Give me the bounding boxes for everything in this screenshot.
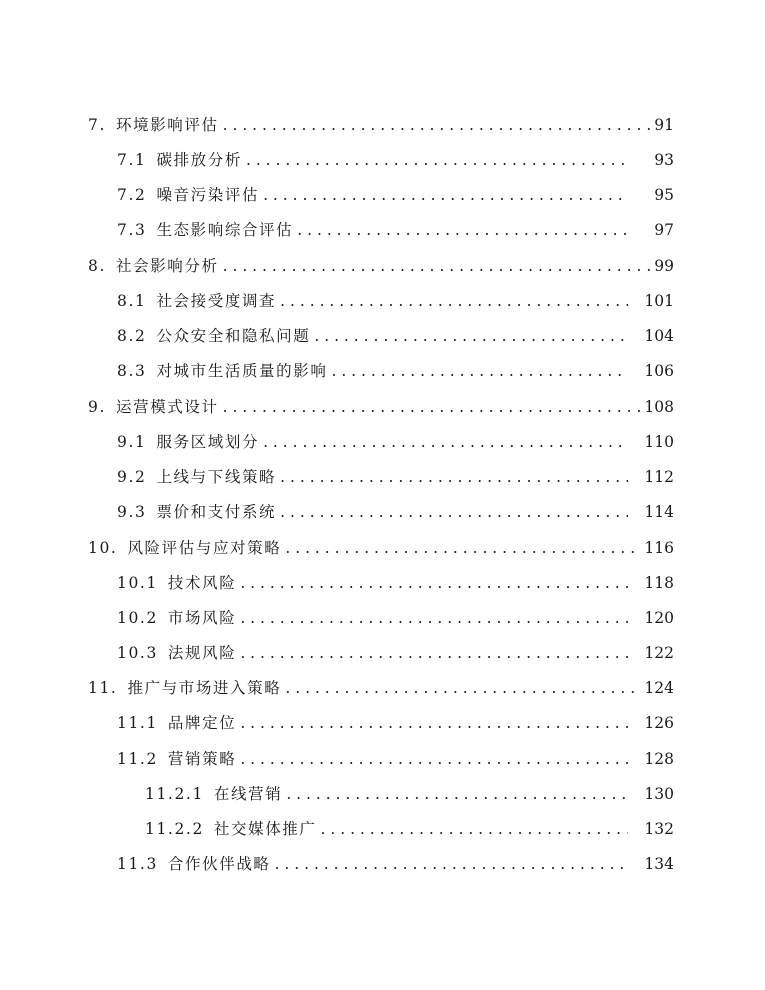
toc-entry[interactable]	[117, 183, 674, 207]
toc-page-number: 118	[644, 574, 674, 592]
toc-entry[interactable]	[88, 676, 674, 700]
toc-number: 8.1	[117, 292, 147, 310]
toc-title: 对城市生活质量的影响	[156, 362, 328, 380]
toc-number: 11.3	[117, 855, 158, 873]
toc-title: 公众安全和隐私问题	[156, 327, 311, 345]
toc-title: 社交媒体推广	[213, 820, 317, 838]
toc-title: 碳排放分析	[156, 151, 242, 169]
dot-leader	[263, 433, 628, 451]
toc-page-number: 128	[644, 750, 674, 768]
toc-number: 8.2	[117, 327, 147, 345]
toc-page-number: 126	[644, 714, 674, 732]
dot-leader	[240, 644, 628, 662]
toc-entry[interactable]	[88, 113, 674, 137]
dot-leader	[275, 855, 628, 873]
toc-number: 11.2.1	[145, 785, 204, 803]
toc-entry[interactable]	[145, 817, 674, 841]
toc-number: 11.1	[117, 714, 158, 732]
toc-title: 社会影响分析	[116, 257, 219, 275]
toc-page-number: 108	[644, 398, 674, 416]
toc-number: 9.1	[117, 433, 147, 451]
toc-entry[interactable]	[117, 747, 674, 771]
toc-title: 品牌定位	[167, 714, 237, 732]
toc-number: 9.	[88, 398, 106, 416]
toc-page-number: 99	[654, 257, 674, 275]
toc-page-number: 110	[644, 433, 674, 451]
toc-entry[interactable]	[117, 465, 674, 489]
toc-title: 法规风险	[167, 644, 237, 662]
toc-title: 推广与市场进入策略	[127, 679, 282, 697]
toc-number: 7.1	[117, 151, 147, 169]
toc-entry[interactable]	[117, 606, 674, 630]
toc-title: 上线与下线策略	[156, 468, 277, 486]
toc-entry[interactable]	[117, 641, 674, 665]
toc-title: 噪音污染评估	[156, 186, 260, 204]
toc-entry[interactable]	[117, 289, 674, 313]
dot-leader	[240, 574, 628, 592]
toc-page-number: 91	[654, 116, 674, 134]
toc-entry[interactable]	[88, 254, 674, 278]
toc-title: 合作伙伴战略	[167, 855, 271, 873]
dot-leader	[280, 292, 628, 310]
toc-page-number: 104	[644, 327, 674, 345]
toc-page-number: 97	[654, 221, 674, 239]
dot-leader	[240, 714, 628, 732]
toc-number: 10.1	[117, 574, 158, 592]
toc-number: 9.2	[117, 468, 147, 486]
toc-entry[interactable]	[117, 500, 674, 524]
toc-entry[interactable]	[117, 218, 674, 242]
toc-page-number: 134	[644, 855, 674, 873]
toc-title: 票价和支付系统	[156, 503, 277, 521]
dot-leader	[280, 468, 628, 486]
dot-leader	[285, 679, 640, 697]
dot-leader	[314, 327, 628, 345]
dot-leader	[223, 257, 651, 275]
toc-entry[interactable]	[117, 852, 674, 876]
toc-page-number: 124	[644, 679, 674, 697]
toc-entry[interactable]	[117, 711, 674, 735]
toc-number: 10.3	[117, 644, 158, 662]
dot-leader	[280, 503, 628, 521]
toc-title: 营销策略	[167, 750, 237, 768]
toc-title: 技术风险	[167, 574, 237, 592]
toc-number: 7.	[88, 116, 106, 134]
dot-leader	[240, 609, 628, 627]
toc-page-number: 132	[644, 820, 674, 838]
toc-entry[interactable]	[117, 324, 674, 348]
toc-page-number: 116	[644, 539, 674, 557]
toc-number: 11.2	[117, 750, 158, 768]
toc-entry[interactable]	[117, 571, 674, 595]
dot-leader	[297, 221, 628, 239]
toc-title: 风险评估与应对策略	[127, 539, 282, 557]
toc-entry[interactable]	[117, 359, 674, 383]
toc-title: 服务区域划分	[156, 433, 260, 451]
toc-page-number: 120	[644, 609, 674, 627]
toc-title: 生态影响综合评估	[156, 221, 294, 239]
toc-number: 11.2.2	[145, 820, 204, 838]
toc-page-number: 106	[644, 362, 674, 380]
toc-page-number: 122	[644, 644, 674, 662]
dot-leader	[286, 785, 628, 803]
toc-page-number: 101	[644, 292, 674, 310]
toc-number: 7.3	[117, 221, 147, 239]
toc-page-number: 130	[644, 785, 674, 803]
toc-title: 环境影响评估	[116, 116, 219, 134]
dot-leader	[285, 539, 640, 557]
dot-leader	[331, 362, 628, 380]
toc-entry[interactable]	[145, 782, 674, 806]
toc-entry[interactable]	[117, 430, 674, 454]
toc-page-number: 114	[644, 503, 674, 521]
toc-entry[interactable]	[88, 395, 674, 419]
toc-number: 9.3	[117, 503, 147, 521]
toc-entry[interactable]	[88, 536, 674, 560]
toc-title: 在线营销	[213, 785, 283, 803]
dot-leader	[223, 398, 641, 416]
dot-leader	[223, 116, 651, 134]
toc-page-number: 93	[654, 151, 674, 169]
toc-number: 11.	[88, 679, 118, 697]
toc-number: 10.2	[117, 609, 158, 627]
toc-number: 8.	[88, 257, 106, 275]
toc-title: 市场风险	[167, 609, 237, 627]
toc-page-number: 112	[644, 468, 674, 486]
toc-entry[interactable]	[117, 148, 674, 172]
toc-title: 运营模式设计	[116, 398, 219, 416]
dot-leader	[321, 820, 628, 838]
toc-number: 8.3	[117, 362, 147, 380]
toc-number: 7.2	[117, 186, 147, 204]
toc-page-number: 95	[654, 186, 674, 204]
toc-number: 10.	[88, 539, 118, 557]
dot-leader	[263, 186, 628, 204]
dot-leader	[240, 750, 628, 768]
dot-leader	[246, 151, 628, 169]
toc-title: 社会接受度调查	[156, 292, 277, 310]
